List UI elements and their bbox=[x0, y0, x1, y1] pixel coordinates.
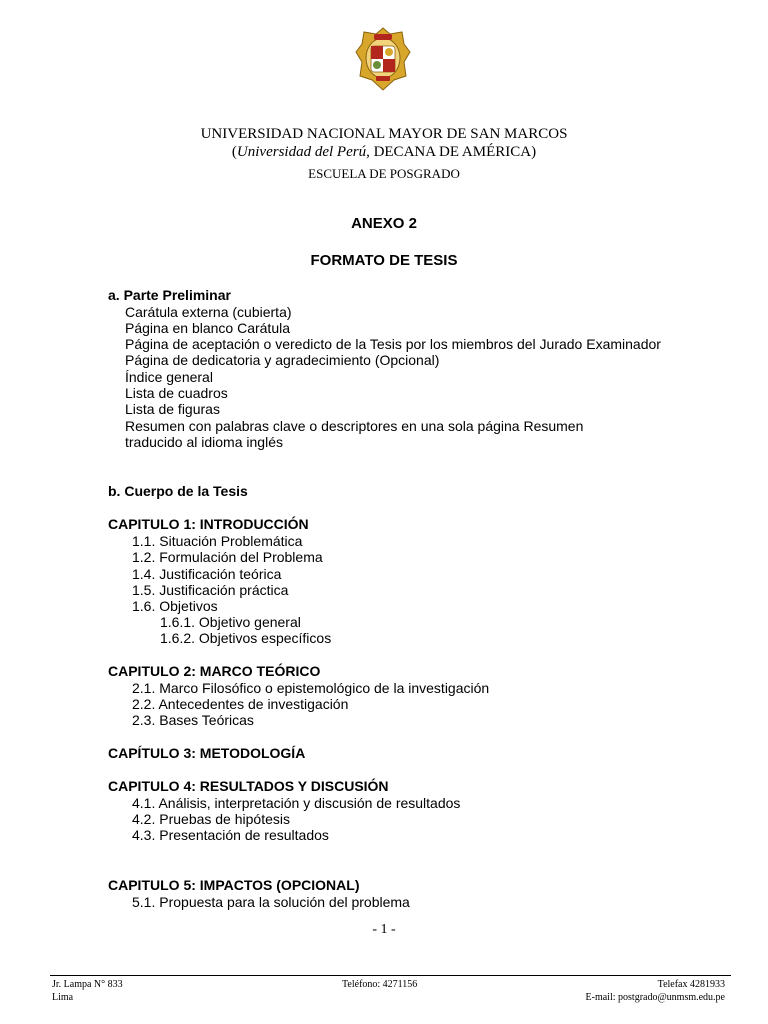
footer-city: Lima bbox=[52, 992, 74, 1003]
chapter-1-item: 1.1. Situación Problemática bbox=[132, 533, 303, 549]
chapter-1-heading: CAPITULO 1: INTRODUCCIÓN bbox=[108, 516, 309, 532]
cuerpo-heading: b. Cuerpo de la Tesis bbox=[108, 483, 248, 499]
chapter-4-item: 4.1. Análisis, interpretación y discusión de resultados bbox=[132, 795, 461, 811]
chapter-1-subitem: 1.6.1. Objetivo general bbox=[160, 614, 301, 630]
chapter-1-item: 1.2. Formulación del Problema bbox=[132, 549, 323, 565]
subtitle-rest: , DECANA DE AMÉRICA) bbox=[366, 144, 537, 160]
preliminar-item: Lista de cuadros bbox=[125, 385, 228, 401]
university-name: UNIVERSIDAD NACIONAL MAYOR DE SAN MARCOS bbox=[200, 126, 568, 142]
preliminar-heading: a. Parte Preliminar bbox=[108, 287, 231, 303]
chapter-2-heading: CAPITULO 2: MARCO TEÓRICO bbox=[108, 663, 321, 679]
format-title: FORMATO DE TESIS bbox=[310, 252, 458, 269]
footer-email: E-mail: postgrado@unmsm.edu.pe bbox=[585, 992, 725, 1003]
subtitle-italic: Universidad del Perú bbox=[236, 144, 367, 160]
chapter-5-heading: CAPITULO 5: IMPACTOS (OPCIONAL) bbox=[108, 877, 360, 893]
university-subtitle bbox=[0, 143, 768, 161]
chapter-1-item: 1.4. Justificación teórica bbox=[132, 566, 282, 582]
footer-fax: Telefax 4281933 bbox=[657, 979, 725, 990]
chapter-2-item: 2.1. Marco Filosófico o epistemológico de la investigación bbox=[132, 680, 490, 696]
school-name: ESCUELA DE POSGRADO bbox=[308, 166, 460, 181]
annex-title: ANEXO 2 bbox=[351, 215, 417, 232]
chapter-1-subitem: 1.6.2. Objetivos específicos bbox=[160, 630, 332, 646]
chapter-4-item: 4.3. Presentación de resultados bbox=[132, 827, 329, 843]
chapter-2-item: 2.3. Bases Teóricas bbox=[132, 712, 254, 728]
preliminar-item: Lista de figuras bbox=[125, 401, 220, 417]
preliminar-item: Resumen con palabras clave o descriptores en una sola página Resumen bbox=[125, 418, 584, 434]
preliminar-item: Página de dedicatoria y agradecimiento (Opcional) bbox=[125, 352, 440, 368]
footer-divider bbox=[50, 975, 731, 976]
subtitle-open: ( bbox=[231, 144, 237, 160]
chapter-4-heading: CAPITULO 4: RESULTADOS Y DISCUSIÓN bbox=[108, 778, 389, 794]
chapter-1-item: 1.6. Objetivos bbox=[132, 598, 218, 614]
preliminar-item: Página en blanco Carátula bbox=[125, 320, 291, 336]
preliminar-item: Página de aceptación o veredicto de la Tesis por los miembros del Jurado Examinador bbox=[125, 336, 661, 352]
university-seal-logo bbox=[354, 26, 412, 92]
chapter-1-item: 1.5. Justificación práctica bbox=[132, 582, 289, 598]
chapter-4-item: 4.2. Pruebas de hipótesis bbox=[132, 811, 290, 827]
footer-address: Jr. Lampa N° 833 bbox=[52, 979, 123, 990]
footer-phone: Teléfono: 4271156 bbox=[342, 979, 418, 990]
chapter-5-item: 5.1. Propuesta para la solución del problema bbox=[132, 894, 410, 910]
chapter-3-heading: CAPÍTULO 3: METODOLOGÍA bbox=[108, 745, 306, 761]
preliminar-item: traducido al idioma inglés bbox=[125, 434, 283, 450]
preliminar-item: Índice general bbox=[125, 369, 213, 385]
preliminar-item: Carátula externa (cubierta) bbox=[125, 304, 292, 320]
chapter-2-item: 2.2. Antecedentes de investigación bbox=[132, 696, 349, 712]
page-number: - 1 - bbox=[372, 922, 396, 937]
